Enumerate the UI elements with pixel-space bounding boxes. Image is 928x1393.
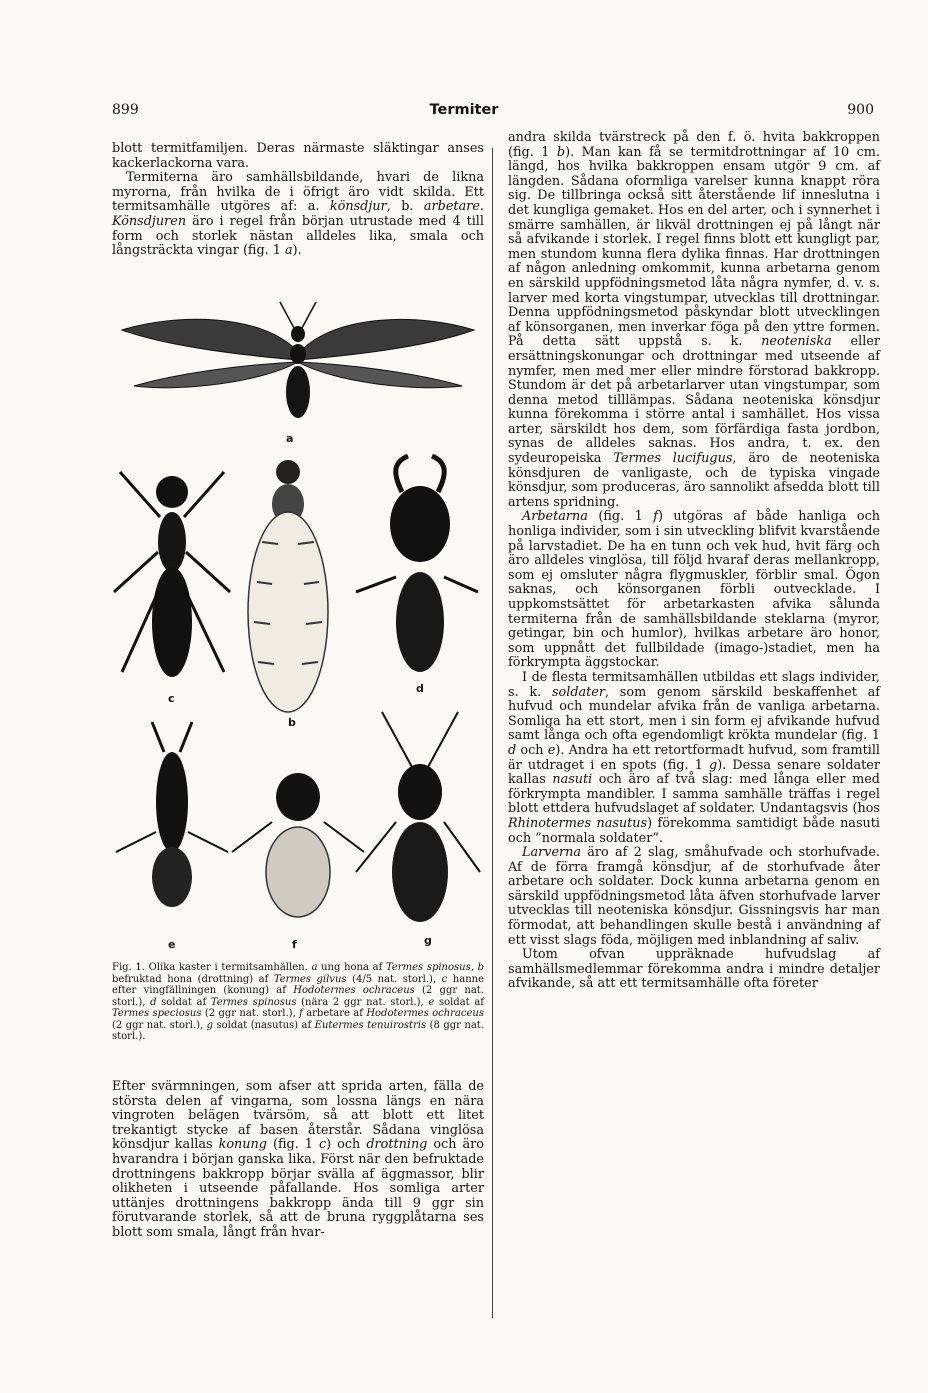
italic-run: d bbox=[150, 996, 157, 1008]
italic-run: soldater bbox=[551, 684, 605, 700]
termite-illustration bbox=[112, 292, 484, 954]
figure-label-d: d bbox=[416, 682, 424, 695]
italic-run: e bbox=[428, 996, 435, 1008]
italic-run: f bbox=[299, 1008, 303, 1019]
italic-run: Hodotermes ochraceus bbox=[293, 985, 415, 996]
column-divider bbox=[492, 148, 493, 1318]
text-run: soldat (nasutus) af bbox=[213, 1019, 315, 1031]
paragraph bbox=[112, 1080, 484, 1241]
text-run: ). Dessa senare soldater kallas bbox=[508, 757, 880, 788]
text-run: , b. bbox=[386, 199, 424, 215]
italic-run: c bbox=[441, 973, 448, 985]
italic-run: neoteniska bbox=[761, 334, 832, 350]
italic-run: Rhinotermes nasutus bbox=[508, 815, 648, 831]
soldier-e bbox=[116, 722, 228, 907]
italic-run: g bbox=[708, 757, 718, 773]
termite-castes-figure bbox=[112, 292, 484, 954]
queen-b bbox=[248, 460, 328, 712]
italic-run: Könsdjuren bbox=[112, 213, 187, 229]
text-run: . bbox=[479, 199, 484, 215]
text-run: Fig. 1. Olika kaster i termitsamhällen. bbox=[112, 962, 312, 973]
text-run: (nära 2 ggr nat. storl.), bbox=[296, 996, 429, 1008]
text-run: och äro hvarandra i början ganska lika. Först när den befruktade drottningens bakkropp börjar svälla af äggmassor, blir olikheten i utseende påfallande. Hos somliga arter uttänjes drottningens bakkropp ända till 9 ggr sin förutvarande storlek, så att de bruna ryggplåtarna ses blott som smala, långt från hvar- bbox=[112, 1137, 484, 1240]
paragraph bbox=[508, 948, 880, 992]
figure-label-b: b bbox=[288, 716, 296, 729]
text-run: (2 ggr nat. storl.), bbox=[112, 985, 484, 1008]
text-run: och äro af två slag: med långa eller med förkrympta mandibler. I samma samhälle träffas i regel blott ettdera hufvudslaget af soldater. Undantagsvis (hos bbox=[508, 772, 880, 817]
italic-run: f bbox=[653, 509, 658, 525]
paragraph bbox=[508, 510, 880, 671]
italic-run: Termes lucifugus bbox=[613, 451, 733, 467]
italic-run: c bbox=[318, 1137, 327, 1153]
italic-run: nasuti bbox=[552, 772, 593, 788]
italic-run: Larverna bbox=[522, 845, 582, 861]
text-run: ) utgöras af både hanliga och honliga individer, som i sin utveckling blifvit kvarstående på larvstadiet. De ha en tunn och vek hud, hvit färg och äro alldeles vinglösa, till följd hvaraf deras mellankropp, som ej omsluter några flygmuskler, förblir smal. Ögon saknas, och könsorganen förbli outvecklade. I uppkomstsättet för arbetarkasten afvika sålunda termiterna från de samhällsbildande steklarna (myror, getingar, bin och humlor), hvilkas arbetare äro honor, som uppnått det fullbildade (imago-)stadiet, men ha förkrympta äggstockar. bbox=[508, 509, 880, 671]
text-run: andra skilda tvärstreck på den f. ö. hvita bakkroppen (fig. 1 bbox=[508, 130, 880, 160]
page-title: Termiter bbox=[429, 102, 499, 118]
text-run: äro af 2 slag, småhufvade och storhufvade. Af de förra framgå könsdjur, af de storhufvade åter arbetare och soldater. Dock kunna arbetarna genom en särskild uppfödningsmetod låta äfven storhufvade larver utvecklas till neoteniska könsdjur. Gissningsvis har man förmodat, att behandlingen skulle bestå i användning af ett visst slags föda, möjligen med inblandning af saliv. bbox=[508, 845, 880, 948]
text-run: ) förekomma samtidigt både nasuti och ”normala soldater”. bbox=[508, 815, 880, 846]
italic-run: d bbox=[508, 742, 517, 758]
paragraph bbox=[112, 171, 484, 259]
text-run: blott termitfamiljen. Deras närmaste släktingar anses kackerlackorna vara. bbox=[112, 141, 484, 171]
paragraph bbox=[508, 846, 880, 948]
text-run: befruktad hona (drottning) af bbox=[112, 973, 274, 985]
italic-run: Termes spinosus bbox=[386, 962, 471, 973]
italic-run: a bbox=[285, 243, 293, 259]
text-run: Utom ofvan uppräknade hufvudslag af samhällsmedlemmar förekomma andra i mindre detaljer afvikande, så att ett termitsamhälle ofta företer bbox=[508, 947, 880, 992]
text-run: och bbox=[516, 742, 548, 758]
figure-label-g: g bbox=[424, 934, 432, 947]
paragraph bbox=[508, 671, 880, 846]
italic-run: Hodotermes ochraceus bbox=[366, 1008, 484, 1019]
winged-female-a bbox=[122, 302, 474, 418]
text-run: ). Man kan få se termitdrottningar af 10 cm. längd, hos hvilka bakkroppen ensam utgör 9 cm. af längden. Sådana oformliga varelser kunna knappt röra sig. De tillbringa också sitt återstående lif inneslutna i det kungliga gemaket. Hos en del arter, och i synnerhet i smärre samhällen, är likväl drottningen ej på långt när så afvikande i storlek. I regel finns blott ett kungligt par, men stundom kunna flera dylika finnas. Har drottningen af någon anledning omkommit, kunna arbetarna genom en särskild uppfödningsmetod låta några nymfer, d. v. s. larver med korta vingstumpar, utvecklas till drottningar. Denna uppfödningsmetod påskyndar blott utvecklingen af könsorganen, men inverkar föga på den yttre formen. På detta sätt uppstå s. k. bbox=[508, 144, 880, 350]
italic-run: konung bbox=[218, 1137, 267, 1153]
figure-label-e: e bbox=[168, 938, 176, 951]
figure-caption bbox=[112, 962, 484, 1043]
worker-f bbox=[232, 773, 364, 917]
text-run: , äro de neoteniska könsdjuren de vanligaste, och de typiska vingade könsdjur, som produceras, äro sannolikt afsedda blott till artens spridning. bbox=[508, 451, 880, 510]
right-column bbox=[508, 131, 880, 992]
text-run: eller ersättningskonungar och drottningar med utseende af nymfer, men med mer eller mindre förstorad bakkropp. Stundom är det på arbetarlarver utan vingstumpar, som denna metod tilllämpas. Sådana neoteniska könsdjur kunna förekomma i större antal i samhället. Hos vissa arter, särskildt hos dem, som förfärdiga fasta jordbon, synas de alldeles saknas. Hos andra, t. ex. den sydeuropeiska bbox=[508, 334, 880, 467]
text-run: ung hona af bbox=[317, 962, 386, 973]
text-run: , bbox=[470, 962, 478, 973]
left-column-top bbox=[112, 142, 484, 259]
italic-run: Termes gilvus bbox=[273, 973, 347, 985]
italic-run: Termes speciosus bbox=[112, 1008, 202, 1019]
figure-label-a: a bbox=[286, 432, 294, 445]
text-run: Termiterna äro samhällsbildande, hvari de likna myrorna, från hvilka de i öfrigt äro vidt skilda. Ett termitsamhälle utgöres af: a. bbox=[112, 170, 484, 215]
italic-run: Termes spinosus bbox=[210, 996, 297, 1008]
text-run: ) och bbox=[326, 1137, 367, 1153]
king-c bbox=[114, 472, 230, 677]
italic-run: könsdjur bbox=[329, 199, 387, 215]
text-run: äro i regel från början utrustade med 4 till form och storlek nästan alldeles lika, smala och långsträckta vingar (fig. 1 bbox=[112, 213, 484, 259]
text-run: ). Andra ha ett retortformadt hufvud, som framtill är utdraget i en spots (fig. 1 bbox=[508, 742, 880, 773]
text-run: Efter svärmningen, som afser att sprida arten, fälla de största delen af vingarna, som lossna längs en nära vingroten belägen tvärsöm, så att blott ett litet trekantigt stycke af basen återstår. Sådana vinglösa könsdjur kallas bbox=[112, 1079, 484, 1153]
text-run: soldat af bbox=[156, 996, 211, 1008]
italic-run: b bbox=[556, 144, 566, 160]
italic-run: b bbox=[477, 962, 484, 973]
text-run: hanne efter vingfällningen (konung) af bbox=[112, 973, 485, 996]
italic-run: drottning bbox=[366, 1137, 428, 1153]
nasutus-g bbox=[356, 712, 480, 922]
italic-run: a bbox=[311, 962, 318, 973]
text-run: I de flesta termitsamhällen utbildas ett slags individer, s. k. bbox=[508, 669, 880, 700]
text-run: ). bbox=[292, 243, 302, 259]
text-run: , som genom särskild beskaffenhet af hufvud och mundelar afvika från de vanliga arbetarna. Somliga ha ett stort, men i sin form ej afvikande hufvud samt långa och ofta egendomligt krökta mundelar (fig. 1 bbox=[508, 684, 880, 744]
italic-run: Eutermes tenuirostris bbox=[314, 1019, 427, 1031]
text-run: (2 ggr nat. storl.), bbox=[112, 1019, 207, 1031]
text-run: (fig. 1 bbox=[266, 1137, 319, 1153]
italic-run: arbetare bbox=[423, 199, 480, 215]
text-run: arbetare af bbox=[302, 1008, 367, 1019]
page-number-left: 899 bbox=[112, 102, 139, 118]
page-number-right: 900 bbox=[847, 102, 874, 118]
soldier-d bbox=[356, 456, 478, 672]
text-run: (2 ggr nat. storl.), bbox=[201, 1008, 300, 1019]
paragraph bbox=[112, 142, 484, 171]
left-column-bottom bbox=[112, 1080, 484, 1241]
text-run: soldat af bbox=[434, 996, 484, 1008]
italic-run: e bbox=[547, 742, 556, 758]
italic-run: Arbetarna bbox=[522, 509, 588, 525]
figure-label-f: f bbox=[292, 938, 297, 951]
text-run: (fig. 1 bbox=[587, 509, 654, 525]
paragraph bbox=[508, 131, 880, 510]
italic-run: g bbox=[206, 1019, 214, 1031]
text-run: (8 ggr nat. storl.). bbox=[112, 1019, 484, 1042]
figure-label-c: c bbox=[168, 692, 175, 705]
text-run: (4/5 nat. storl.), bbox=[346, 973, 442, 985]
